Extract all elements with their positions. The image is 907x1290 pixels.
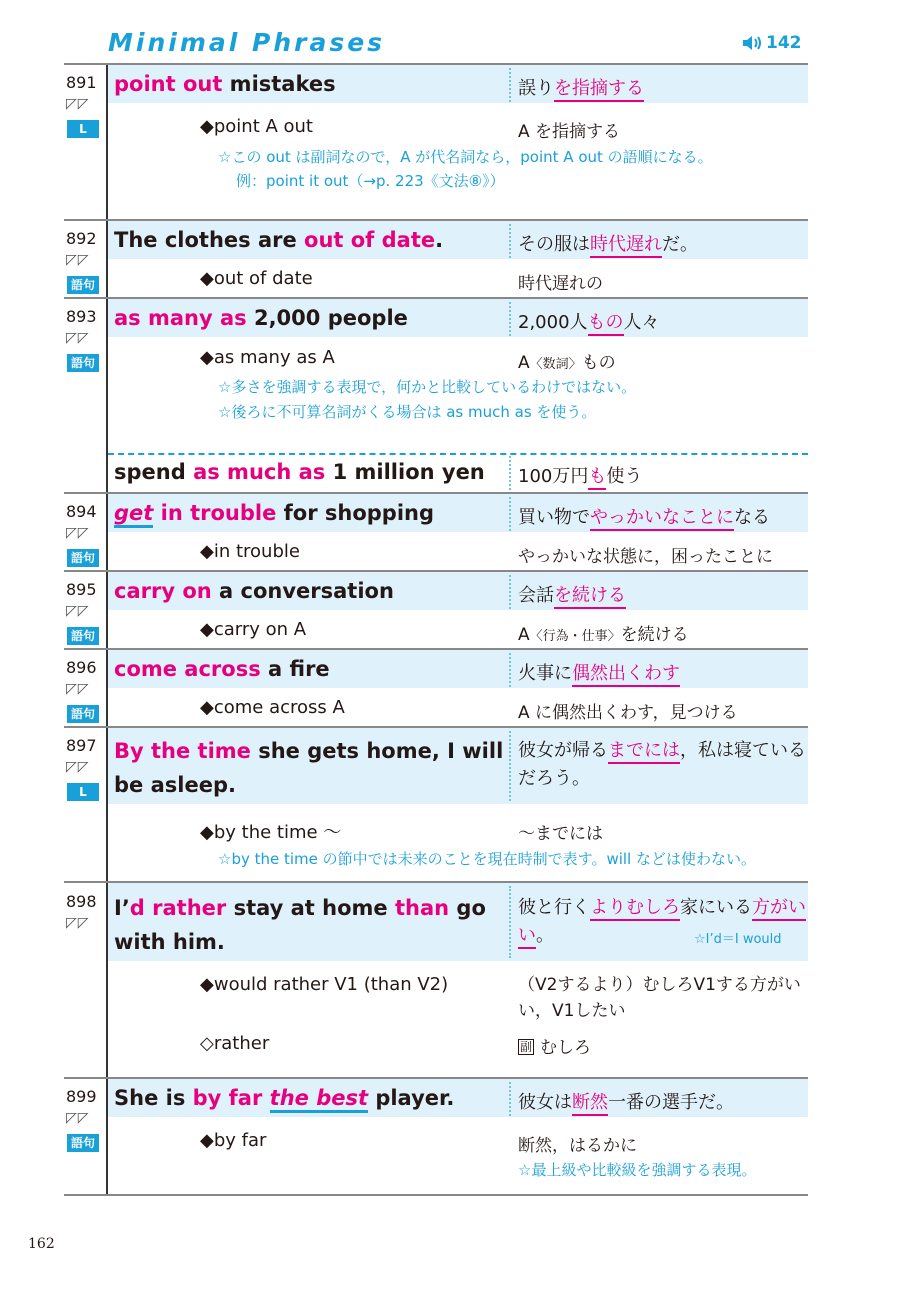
entry-phrase: as many as 2,000 people [114, 306, 408, 330]
entry-number: 898 [66, 892, 97, 911]
part-of-speech-adverb: 副 [520, 1040, 533, 1054]
entry-phrase: She is by far the best player. [114, 1086, 454, 1110]
listening-tag: L [67, 783, 99, 801]
sub-translation: （V2するより）むしろV1する方がいい，V1したい [518, 975, 801, 1021]
entry-translation: 2,000人もの人々 [518, 308, 660, 334]
note: 例：point it out（→p. 223《文法⑧》） [236, 172, 505, 190]
sub-phrase: ◆carry on A [200, 619, 307, 640]
audio-track[interactable] [742, 33, 802, 53]
divider [509, 886, 511, 958]
entry-number: 892 [66, 229, 97, 248]
sub-phrase: ◆by far [200, 1130, 267, 1151]
phrase-tag: 語句 [67, 549, 99, 567]
note: ☆最上級や比較級を強調する表現。 [518, 1161, 757, 1179]
entry-translation: 彼女が帰るまでには，私は寝ているだろう。 [518, 740, 806, 789]
phrase-tag: 語句 [67, 1134, 99, 1152]
entry-phrase: carry on a conversation [114, 579, 394, 603]
checkbox-pair[interactable]: ◸◸ [66, 1110, 90, 1126]
entry-number: 899 [66, 1087, 97, 1106]
sub-translation: 時代遅れの [518, 274, 603, 294]
rule [64, 1194, 808, 1196]
divider [509, 456, 511, 490]
entry-number: 891 [66, 73, 97, 92]
divider [509, 575, 511, 609]
phrase-tag: 語句 [67, 354, 99, 372]
entry-number: 895 [66, 580, 97, 599]
entry-phrase: come across a fire [114, 657, 330, 681]
sub-phrase: ◆out of date [200, 268, 313, 289]
sub-phrase: ◆as many as A [200, 347, 335, 368]
sub-phrase: ◆in trouble [200, 541, 300, 562]
note: ☆by the time の節中では未来のことを現在時制で表す。will などは使わない。 [218, 850, 756, 868]
sub-translation: A に偶然出くわす，見つける [518, 703, 738, 723]
entry-number: 893 [66, 307, 97, 326]
entry-translation: 彼と行くよりむしろ家にいる方がいい。 [518, 894, 806, 950]
entry-phrase: get in trouble for shopping [114, 501, 434, 525]
divider [509, 653, 511, 687]
divider [509, 1082, 511, 1116]
page-title: Minimal Phrases [108, 28, 386, 57]
sub-translation: A〈行為・仕事〉を続ける [518, 625, 689, 645]
divider [509, 224, 511, 258]
sub-translation: ～までには [518, 824, 603, 844]
entry-translation: 彼女は断然一番の選手だ。 [518, 1088, 734, 1114]
entry-number: 896 [66, 658, 97, 677]
checkbox-pair[interactable]: ◸◸ [66, 96, 90, 112]
sub-translation-2: 副 むしろ [520, 1038, 592, 1058]
extra-phrase: spend as much as 1 million yen [114, 460, 485, 484]
entry-phrase: The clothes are out of date. [114, 228, 444, 252]
note: ☆多さを強調する表現で，何かと比較しているわけではない。 [218, 378, 637, 396]
checkbox-pair[interactable]: ◸◸ [66, 603, 90, 619]
sub-translation: A〈数詞〉もの [518, 353, 616, 373]
divider [509, 302, 511, 336]
divider [509, 731, 511, 801]
extra-translation: 100万円も使う [518, 462, 642, 488]
audio-track-number: 142 [766, 33, 802, 53]
divider [509, 497, 511, 531]
sub-phrase: ◆point A out [200, 116, 313, 137]
entry-phrase: I’d rather stay at home than go with him. [114, 896, 486, 954]
sub-translation: A を指摘する [518, 122, 621, 142]
entry-number: 894 [66, 502, 97, 521]
entry-translation: 会話を続ける [518, 581, 626, 607]
sub-translation: 断然，はるかに [518, 1136, 637, 1156]
checkbox-pair[interactable]: ◸◸ [66, 330, 90, 346]
note: ☆この out は副詞なので，A が代名詞なら，point A out の語順になる。 [218, 148, 713, 166]
checkbox-pair[interactable]: ◸◸ [66, 759, 90, 775]
note: ☆後ろに不可算名詞がくる場合は as much as を使う。 [218, 403, 597, 421]
entry-translation: 買い物でやっかいなことになる [518, 503, 770, 529]
translation-note: ☆I’d＝I would [694, 932, 782, 947]
page-number: 162 [28, 1236, 55, 1252]
entry-phrase: point out mistakes [114, 72, 336, 96]
sub-phrase: ◆by the time ～ [200, 822, 342, 843]
phrase-tag: 語句 [67, 627, 99, 645]
phrase-tag: 語句 [67, 705, 99, 723]
listening-tag: L [67, 120, 99, 138]
entry-translation: 火事に偶然出くわす [518, 659, 680, 685]
entry-translation: その服は時代遅れだ。 [518, 230, 698, 256]
entry-phrase: By the time she gets home, I will be asleep. [114, 739, 504, 797]
sub-phrase: ◆come across A [200, 697, 345, 718]
entry-number: 897 [66, 736, 97, 755]
speaker-icon [742, 35, 764, 51]
divider [509, 68, 511, 102]
sub-phrase-2: ◇rather [200, 1033, 270, 1054]
phrase-tag: 語句 [67, 276, 99, 294]
sub-translation: やっかいな状態に，困ったことに [518, 547, 773, 567]
checkbox-pair[interactable]: ◸◸ [66, 681, 90, 697]
sub-phrase: ◆would rather V1 (than V2) [200, 974, 449, 995]
checkbox-pair[interactable]: ◸◸ [66, 525, 90, 541]
entry-translation: 誤りを指摘する [518, 74, 644, 100]
dashed-rule [108, 453, 808, 455]
checkbox-pair[interactable]: ◸◸ [66, 915, 90, 931]
checkbox-pair[interactable]: ◸◸ [66, 252, 90, 268]
